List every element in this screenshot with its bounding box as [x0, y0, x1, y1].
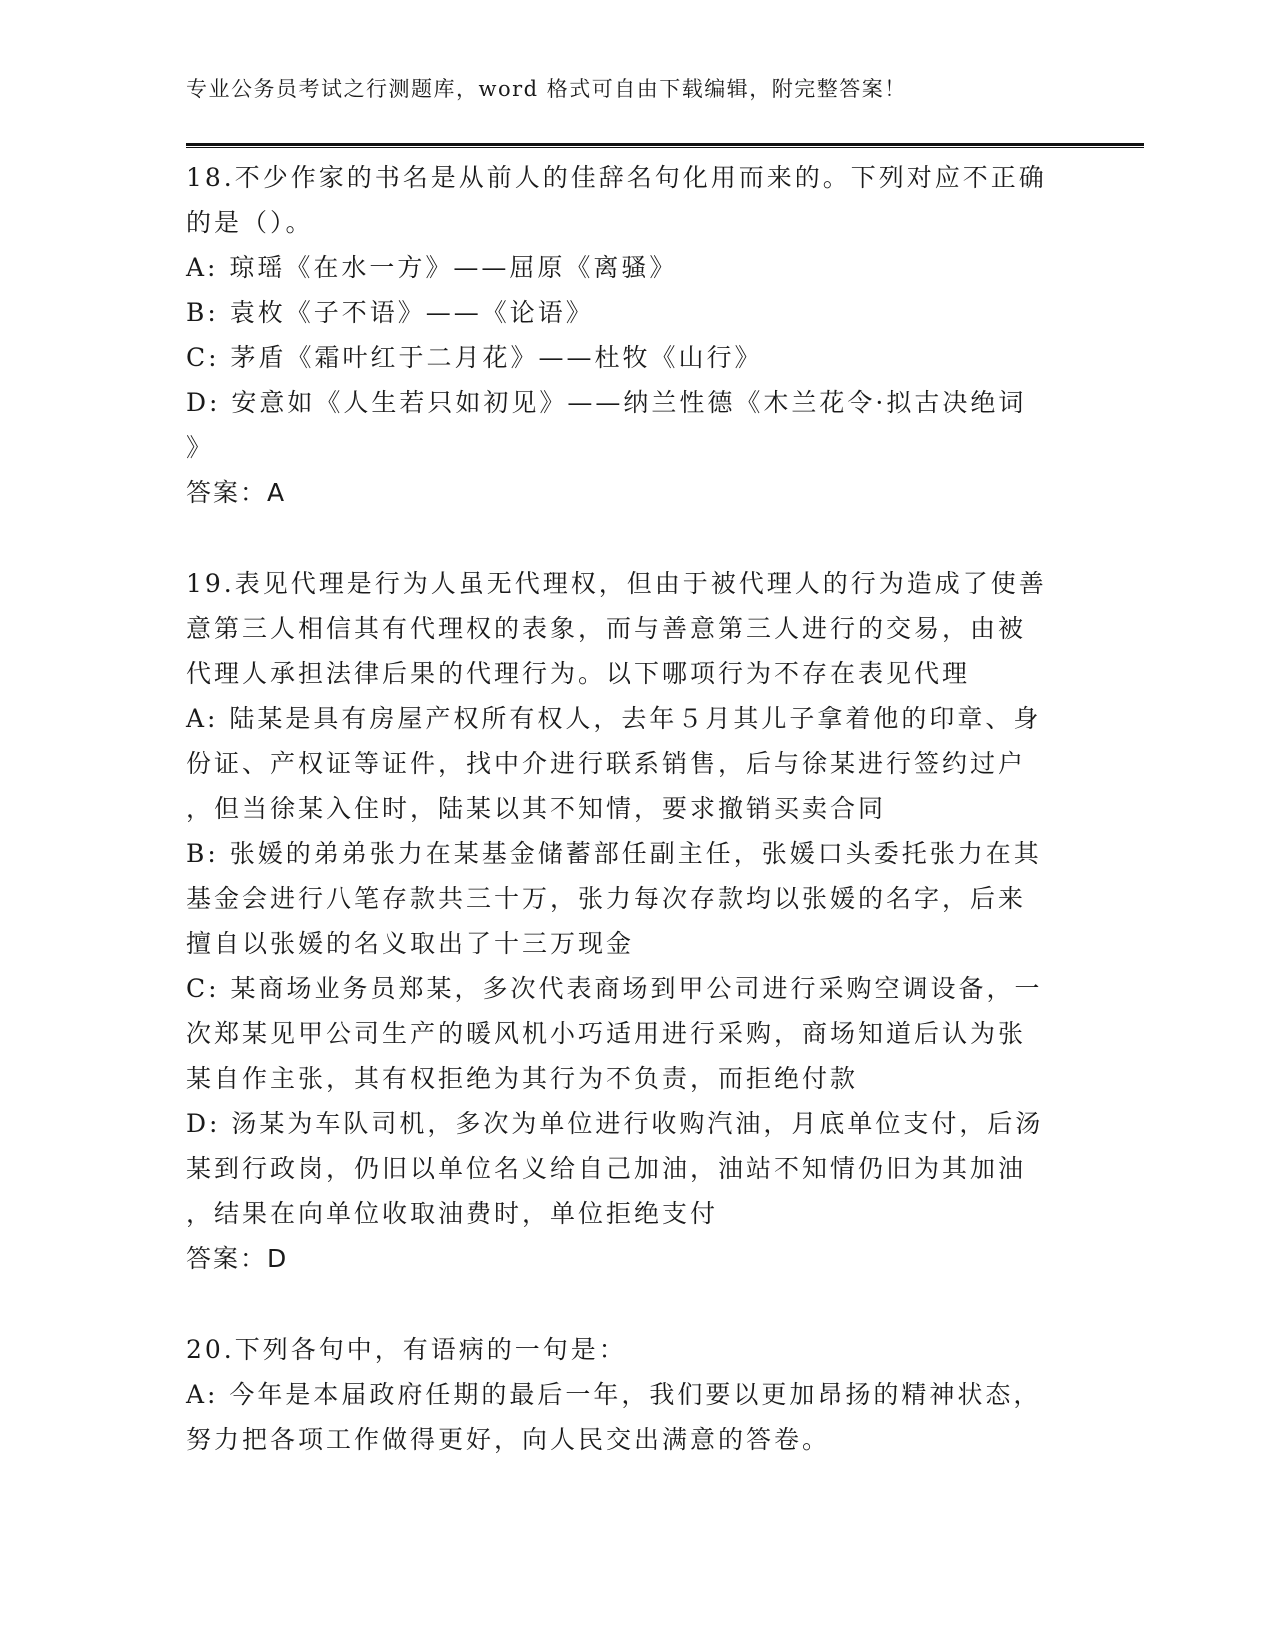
- option-d-continued: 某到行政岗，仍旧以单位名义给自己加油，油站不知情仍旧为其加油: [186, 1154, 1027, 1183]
- answer-line: 答案：D: [186, 1244, 289, 1273]
- option-d: D: 安意如《人生若只如初见》——纳兰性德《木兰花令·拟古决绝词: [186, 388, 1027, 417]
- question-spacer: [186, 1281, 1086, 1327]
- option-b-continued: 基金会进行八笔存款共三十万，张力每次存款均以张媛的名字，后来: [186, 884, 1027, 913]
- question-list: [186, 155, 1086, 1462]
- question-spacer: [186, 515, 1086, 561]
- option-b-continued: 擅自以张媛的名义取出了十三万现金: [186, 929, 635, 958]
- question-stem-line: 意第三人相信其有代理权的表象，而与善意第三人进行的交易，由被: [186, 614, 1027, 643]
- question-stem-line: 的是（）。: [186, 208, 314, 237]
- question-stem-line: 19.表见代理是行为人虽无代理权，但由于被代理人的行为造成了使善: [186, 569, 1047, 598]
- question-stem-line: 代理人承担法律后果的代理行为。以下哪项行为不存在表见代理: [186, 659, 971, 688]
- question-18: [186, 155, 1086, 515]
- question-20: [186, 1327, 1086, 1462]
- option-c: C: 某商场业务员郑某，多次代表商场到甲公司进行采购空调设备，一: [186, 974, 1043, 1003]
- option-c: C: 茅盾《霜叶红于二月花》——杜牧《山行》: [186, 343, 763, 372]
- option-a-continued: 努力把各项工作做得更好，向人民交出满意的答卷。: [186, 1425, 831, 1454]
- question-stem-line: 20.下列各句中，有语病的一句是：: [186, 1335, 627, 1364]
- option-a-continued: ，但当徐某入住时，陆某以其不知情，要求撤销买卖合同: [186, 794, 887, 823]
- answer-line: 答案：A: [186, 478, 287, 507]
- option-d-continued: 》: [186, 433, 215, 462]
- question-19: [186, 561, 1086, 1281]
- option-a: A: 琼瑶《在水一方》——屈原《离骚》: [186, 253, 678, 282]
- option-c-continued: 次郑某见甲公司生产的暖风机小巧适用进行采购，商场知道后认为张: [186, 1019, 1027, 1048]
- option-b: B: 张媛的弟弟张力在某基金储蓄部任副主任，张媛口头委托张力在其: [186, 839, 1042, 868]
- option-d-continued: ，结果在向单位收取油费时，单位拒绝支付: [186, 1199, 719, 1228]
- option-c-continued: 某自作主张，其有权拒绝为其行为不负责，而拒绝付款: [186, 1064, 859, 1093]
- question-stem-line: 18.不少作家的书名是从前人的佳辞名句化用而来的。下列对应不正确: [186, 163, 1047, 192]
- option-a: A: 陆某是具有房屋产权所有权人，去年５月其儿子拿着他的印章、身: [186, 704, 1042, 733]
- option-d: D: 汤某为车队司机，多次为单位进行收购汽油，月底单位支付，后汤: [186, 1109, 1044, 1138]
- option-a-continued: 份证、产权证等证件，找中介进行联系销售，后与徐某进行签约过户: [186, 749, 1027, 778]
- option-a: A: 今年是本届政府任期的最后一年，我们要以更加昂扬的精神状态，: [186, 1380, 1042, 1409]
- page-header: 专业公务员考试之行测题库，word 格式可自由下载编辑，附完整答案！: [186, 77, 907, 101]
- option-b: B: 袁枚《子不语》——《论语》: [186, 298, 594, 327]
- header-divider: [186, 143, 1144, 148]
